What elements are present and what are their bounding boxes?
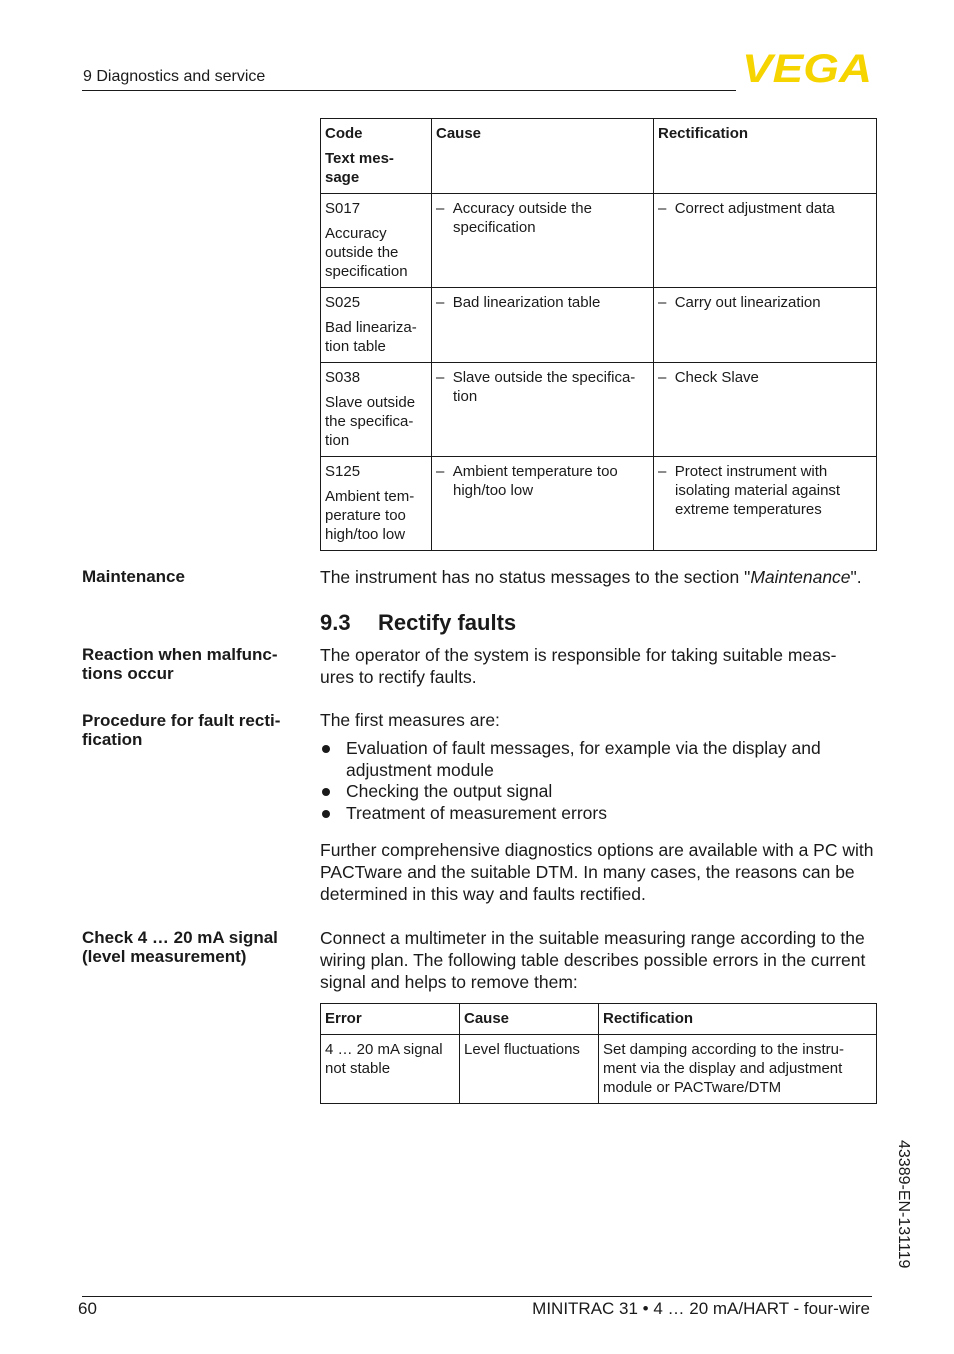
- reaction-text: The operator of the system is responsible for taking suitable meas- ures to rectify faults.: [320, 645, 837, 687]
- further-diagnostics-text: Further comprehensive diagnostics options are available with a PC with PACTware and the suitable DTM. In many cases, the reasons can be determined in this way and faults rectified.: [320, 840, 874, 904]
- document-id: 43389-EN-131119: [895, 1140, 912, 1269]
- header-rule: [82, 90, 736, 91]
- footer-title: MINITRAC 31 • 4 … 20 mA/HART - four-wire: [532, 1299, 870, 1318]
- rectification-cell: – Correct adjustment data: [654, 194, 877, 288]
- current-signal-error-table: [320, 1003, 877, 1104]
- list-item: Checking the output signal: [320, 781, 880, 803]
- header-code: Code Text mes- sage: [321, 119, 432, 194]
- svg-text:VEGA: VEGA: [742, 52, 872, 84]
- cause-cell: Level fluctuations: [460, 1035, 599, 1104]
- header-cause: Cause: [432, 119, 654, 194]
- header-rectification: Rectification: [654, 119, 877, 194]
- code-cell: S125 Ambient tem- perature too high/too low: [321, 457, 432, 551]
- code-cell: S017 Accuracy outside the specification: [321, 194, 432, 288]
- check-signal-label: Check 4 … 20 mA signal (level measurement): [82, 928, 278, 966]
- procedure-intro: The first measures are:: [320, 710, 500, 730]
- table-header-row: [321, 1004, 877, 1035]
- table-row: [321, 363, 877, 457]
- first-measures-list: [320, 738, 880, 824]
- error-cell: 4 … 20 mA signal not stable: [321, 1035, 460, 1104]
- page-number: 60: [78, 1299, 97, 1318]
- rectification-cell: – Protect instrument with isolating material against extreme temperatures: [654, 457, 877, 551]
- section-heading: 9.3 Rectify faults: [320, 610, 517, 635]
- rectification-cell: – Check Slave: [654, 363, 877, 457]
- cause-cell: – Accuracy outside the specification: [432, 194, 654, 288]
- header-rectification: Rectification: [599, 1004, 877, 1035]
- table-row: [321, 194, 877, 288]
- procedure-label: Procedure for fault recti- fication: [82, 711, 281, 749]
- rectification-cell: Set damping according to the instru- ment via the display and adjustment module or PACTware/DTM: [599, 1035, 877, 1104]
- cause-cell: – Bad linearization table: [432, 288, 654, 363]
- table-row: [321, 457, 877, 551]
- reaction-label: Reaction when malfunc- tions occur: [82, 645, 278, 683]
- cause-cell: – Slave outside the specifica- tion: [432, 363, 654, 457]
- table-header-row: [321, 119, 877, 194]
- rectification-cell: – Carry out linearization: [654, 288, 877, 363]
- maintenance-text: The instrument has no status messages to the section "Maintenance".: [320, 567, 862, 587]
- table-row: [321, 288, 877, 363]
- check-signal-text: Connect a multimeter in the suitable measuring range according to the wiring plan. The following table describes possible errors in the current signal and helps to remove them:: [320, 928, 866, 992]
- code-cell: S038 Slave outside the specifica- tion: [321, 363, 432, 457]
- list-item: Evaluation of fault messages, for example via the display and adjustment module: [320, 738, 850, 781]
- code-cell: S025 Bad lineariza- tion table: [321, 288, 432, 363]
- status-message-table: [320, 118, 877, 551]
- header-section-title: 9 Diagnostics and service: [83, 68, 266, 85]
- table-row: [321, 1035, 877, 1104]
- footer-rule: [82, 1296, 872, 1297]
- header-cause: Cause: [460, 1004, 599, 1035]
- vega-logo: [742, 52, 872, 84]
- header-error: Error: [321, 1004, 460, 1035]
- list-item: Treatment of measurement errors: [320, 803, 880, 825]
- maintenance-label: Maintenance: [82, 567, 185, 586]
- cause-cell: – Ambient temperature too high/too low: [432, 457, 654, 551]
